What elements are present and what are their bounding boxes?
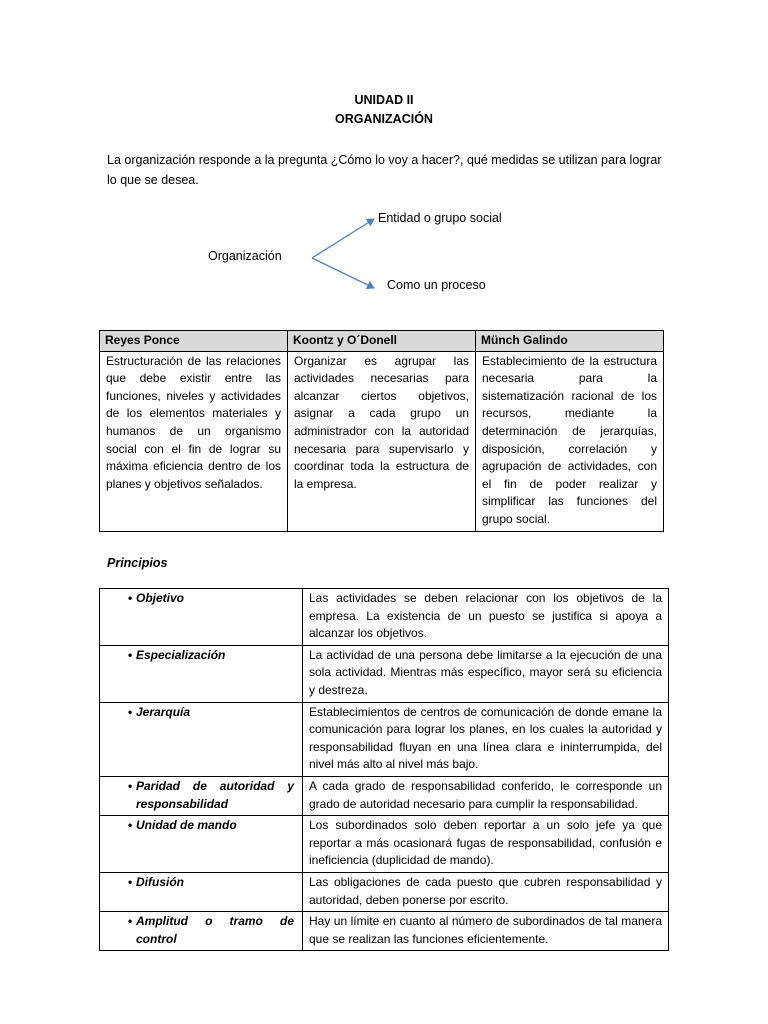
principle-name: Paridad de autoridad y responsabilidad [136,778,294,811]
definitions-table [99,330,664,532]
arrow-bottom [312,258,374,288]
principle-description: Establecimientos de centros de comunicación de donde emane la comunicación para lograr los planes, en los cuales la autoridad y responsabilidad fluyan en una línea clara e ininterrumpida, del nivel más alto al nivel más bajo. [303,702,669,776]
principle-description: A cada grado de responsabilidad conferido, le corresponde un grado de autoridad necesario para cumplir la responsabilidad. [303,776,669,815]
bullet-icon: • [128,914,133,929]
definitions-row [100,351,664,531]
diagram-root-label: Organización [208,249,282,263]
principle-name: Especialización [136,647,226,662]
definitions-header-row [100,331,664,352]
header-reyes-ponce: Reyes Ponce [100,331,288,352]
diagram-branch-top: Entidad o grupo social [378,211,502,225]
principle-description: Las obligaciones de cada puesto que cubren responsabilidad y autoridad, deben ponerse por escrito. [303,872,669,911]
table-row [100,702,669,776]
principle-name: Unidad de mando [136,818,237,833]
header-koontz: Koontz y O´Donell [288,331,476,352]
table-row [100,589,669,646]
unit-heading: UNIDAD II [354,93,414,107]
table-row [100,912,669,951]
page-title: ORGANIZACIÓN [335,112,433,126]
definition-munch: Establecimiento de la estructura necesaria para la sistematización racional de los recursos, mediante la determinación de jerarquías, disposición, correlación y agrupación de actividades, con el fin de poder realizar y simplificar las funciones del grupo social. [476,351,664,531]
table-row [100,645,669,702]
arrow-top [312,219,374,258]
principle-name: Objetivo [136,591,185,605]
header-munch: Münch Galindo [476,331,664,352]
bullet-icon: • [128,778,133,793]
table-row [100,872,669,911]
principle-description: Los subordinados solo deben reportar a un solo jefe ya que reportar a más ocasionará fugas de responsabilidad, confusión e ineficiencia (duplicidad de mando). [303,816,669,873]
bullet-icon: • [128,818,133,833]
principle-description: La actividad de una persona debe limitarse a la ejecución de una sola actividad. Mientras más específico, mayor será su eficiencia y destreza. [303,645,669,702]
principle-description: Hay un límite en cuanto al número de subordinados de tal manera que se realizan las funciones eficientemente. [303,912,669,951]
principle-description: Las actividades se deben relacionar con los objetivos de la empresa. La existencia de un puesto se justifica si apoya a alcanzar los objetivos. [303,589,669,646]
principios-table [99,588,669,951]
principle-name: Jerarquía [136,704,191,719]
organization-diagram [0,0,768,320]
intro-paragraph: La organización responde a la pregunta ¿Cómo lo voy a hacer?, qué medidas se utilizan para lograr lo que se desea. [107,153,662,187]
principle-name: Amplitud o tramo de control [136,914,294,946]
diagram-branch-bottom: Como un proceso [387,278,486,292]
principios-heading: Principios [107,556,168,570]
bullet-icon: • [128,591,133,605]
bullet-icon: • [128,647,133,662]
table-row [100,816,669,873]
table-row [100,776,669,815]
principle-name: Difusión [136,874,184,889]
definition-koontz: Organizar es agrupar las actividades necesarias para alcanzar ciertos objetivos, asignar a cada grupo un administrador con la autoridad necesaria para supervisarlo y coordinar toda la estructura de la empresa. [288,351,476,531]
definition-reyes-ponce: Estructuración de las relaciones que debe existir entre las funciones, niveles y actividades de los elementos materiales y humanos de un organismo social con el fin de lograr su máxima eficiencia dentro de los planes y objetivos señalados. [100,351,288,531]
bullet-icon: • [128,874,133,889]
bullet-icon: • [128,704,133,719]
